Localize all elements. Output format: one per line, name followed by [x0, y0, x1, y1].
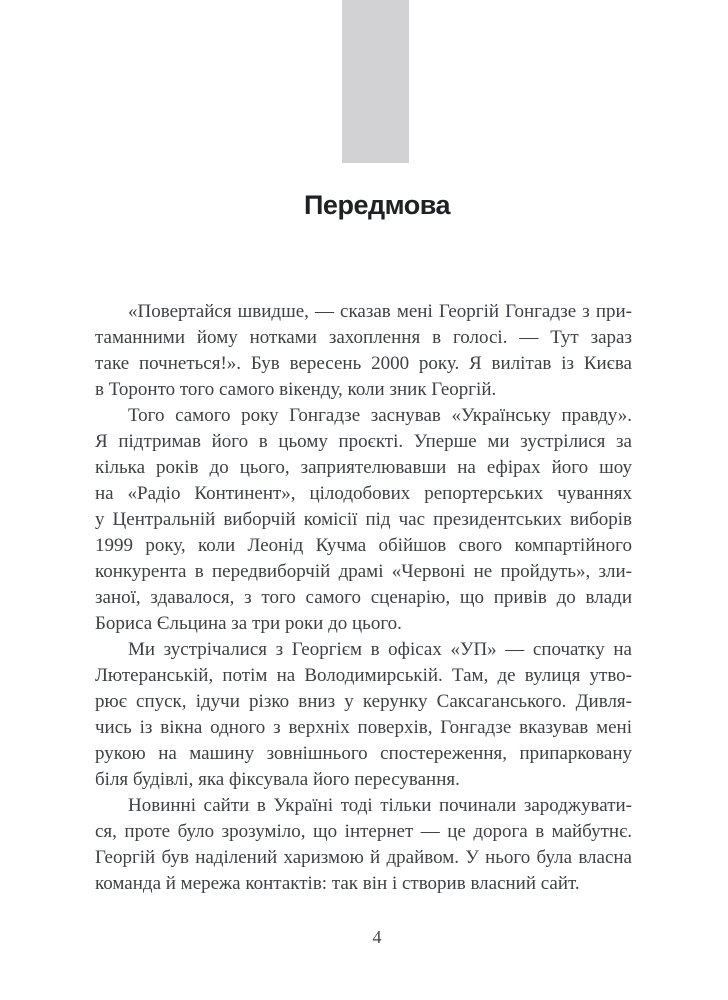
body-text [95, 299, 632, 897]
text-line: біля будівлі, яка фіксувала його пересування. [95, 769, 460, 790]
paragraph [95, 637, 632, 793]
text-line: Я підтримав його в цьому проєкті. Уперше ми зустрілися за [95, 431, 632, 452]
paragraph [95, 299, 632, 403]
text-line: рює спуск, ідучи різко вниз у керунку Саксаганського. Дивля- [95, 691, 632, 712]
text-line: заної, здавалося, з того самого сценарію, що привів до влади [95, 587, 632, 608]
text-line: Лютеранській, потім на Володимирській. Там, де вулиця утво- [95, 665, 632, 686]
text-line: Георгій був наділений харизмою й драйвом. У нього була власна [95, 847, 632, 868]
text-line: таке почнеться!». Був вересень 2000 року. Я вилітав із Києва [95, 353, 632, 374]
text-line: Новинні сайти в Україні тоді тільки починали зароджувати- [128, 795, 632, 816]
text-line: рукою на машину зовнішнього спостереження, припарковану [95, 743, 632, 764]
text-line: у Центральній виборчій комісії під час президентських виборів [95, 509, 632, 530]
text-line: ся, проте було зрозуміло, що інтернет — це дорога в майбутнє. [95, 821, 632, 842]
text-line: чись із вікна одного з верхніх поверхів, Гонгадзе вказував мені [95, 717, 632, 738]
text-line: кілька років до цього, заприятелювавши на ефірах його шоу [95, 457, 632, 478]
paragraph [95, 793, 632, 897]
text-line: Ми зустрічалися з Георгієм в офісах «УП» — спочатку на [128, 639, 632, 660]
text-line: команда й мережа контактів: так він і створив власний сайт. [95, 873, 580, 894]
text-line: Бориса Єльцина за три роки до цього. [95, 613, 402, 634]
text-line: конкурента в передвиборчій драмі «Червоні не пройдуть», зли- [95, 561, 632, 582]
chapter-title: Передмова [304, 190, 450, 220]
text-line: Того самого року Гонгадзе заснував «Українську правду». [128, 405, 632, 426]
page-number: 4 [372, 927, 382, 947]
paragraph [95, 403, 632, 637]
text-line: в Торонто того самого вікенду, коли зник Георгій. [95, 379, 497, 400]
text-line: «Повертайся швидше, — сказав мені Георгій Гонгадзе з при- [128, 301, 632, 322]
text-line: таманними йому нотками захоплення в голосі. — Тут зараз [95, 327, 632, 348]
text-line: на «Радіо Континент», цілодобових репортерських чуваннях [95, 483, 632, 504]
text-line: 1999 року, коли Леонід Кучма обійшов свого компартійного [95, 535, 632, 556]
chapter-marker-bar [342, 0, 409, 163]
